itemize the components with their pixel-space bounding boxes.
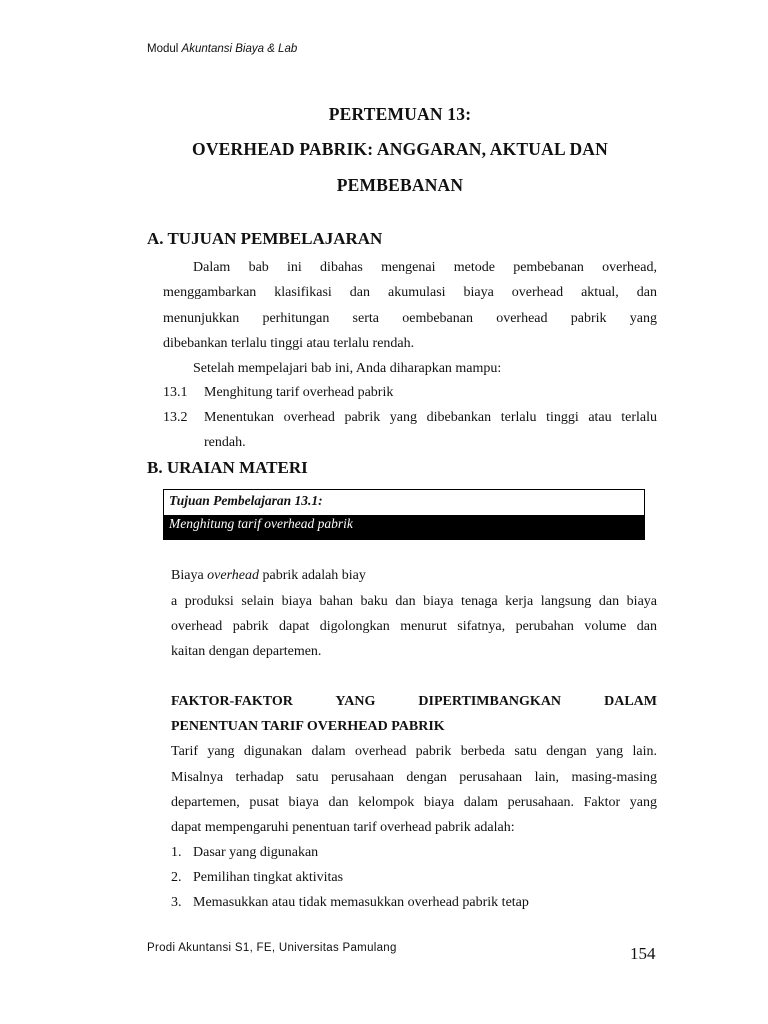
running-header [147, 43, 297, 55]
header-prefix: Modul [147, 43, 179, 55]
section-a-para-line: Dalam bab ini dibahas mengenai metode pembebanan overhead, [193, 260, 657, 275]
list-number: 3. [171, 895, 182, 910]
list-number: 1. [171, 845, 182, 860]
list-item: Dasar yang digunakan [193, 845, 319, 860]
subheading-line-2: PENENTUAN TARIF OVERHEAD PABRIK [171, 719, 445, 734]
section-a-intro: Setelah mempelajari bab ini, Anda diharapkan mampu: [193, 361, 502, 376]
factor-para-line: dapat mempengaruhi penentuan tarif overhead pabrik adalah: [171, 820, 515, 835]
section-a-para-line: menunjukkan perhitungan serta oembebanan overhead pabrik yang [163, 311, 657, 326]
chapter-title-line-2: PEMBEBANAN [336, 175, 464, 195]
learning-objective-box [163, 489, 645, 540]
list-item: Memasukkan atau tidak memasukkan overhead pabrik tetap [193, 895, 529, 910]
list-item: Pemilihan tingkat aktivitas [193, 870, 344, 885]
objective-text: Menentukan overhead pabrik yang dibebankan terlalu tinggi atau terlalu [204, 410, 657, 425]
section-a-heading: A. TUJUAN PEMBELAJARAN [147, 229, 383, 248]
objective-text: Menghitung tarif overhead pabrik [204, 385, 394, 400]
objective-text-continued: rendah. [204, 435, 246, 450]
header-title: Akuntansi Biaya & Lab [181, 43, 298, 55]
chapter-title-line-1: OVERHEAD PABRIK: ANGGARAN, AKTUAL DAN [192, 139, 608, 159]
text-run: Biaya [171, 568, 208, 583]
emphasis-overhead: overhead [207, 568, 259, 583]
material-para-line: kaitan dengan departemen. [171, 644, 322, 659]
page-number: 154 [630, 944, 656, 963]
chapter-number: PERTEMUAN 13: [328, 104, 472, 124]
list-number: 2. [171, 870, 182, 885]
factor-para-line: departemen, pusat biaya dan kelompok biaya dalam perusahaan. Faktor yang [171, 795, 657, 810]
running-footer: Prodi Akuntansi S1, FE, Universitas Pamulang [147, 942, 397, 954]
objective-number: 13.1 [163, 385, 188, 400]
section-a-para-line: dibebankan terlalu tinggi atau terlalu rendah. [163, 336, 415, 351]
factor-para-line: Tarif yang digunakan dalam overhead pabrik berbeda satu dengan yang lain. [171, 744, 657, 759]
subheading-line-1: FAKTOR-FAKTOR YANG DIPERTIMBANGKAN DALAM [171, 694, 657, 709]
material-para-start [171, 568, 366, 584]
box-subtitle: Menghitung tarif overhead pabrik [164, 515, 644, 539]
objective-number: 13.2 [163, 410, 188, 425]
material-para-line: a produksi selain biaya bahan baku dan biaya tenaga kerja langsung dan biaya [171, 594, 657, 609]
box-title: Tujuan Pembelajaran 13.1: [169, 493, 323, 508]
factor-para-line: Misalnya terhadap satu perusahaan dengan perusahaan lain, masing-masing [171, 770, 657, 785]
text-run: pabrik adalah biay [259, 568, 366, 583]
material-para-line: overhead pabrik dapat digolongkan menurut sifatnya, perubahan volume dan [171, 619, 657, 634]
section-a-para-line: menggambarkan klasifikasi dan akumulasi biaya overhead aktual, dan [163, 285, 657, 300]
section-b-heading: B. URAIAN MATERI [147, 458, 308, 477]
